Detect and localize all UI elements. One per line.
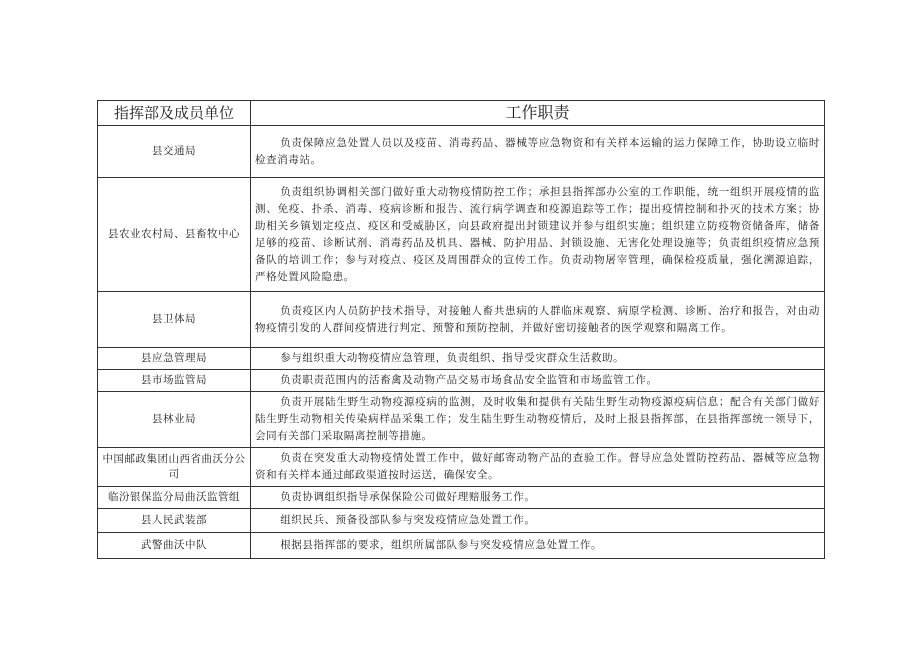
unit-cell: 县市场监管局 xyxy=(98,370,251,392)
table-row xyxy=(98,292,825,348)
unit-cell: 中国邮政集团山西省曲沃分公司 xyxy=(98,448,251,487)
duty-cell: 负责在突发重大动物疫情处置工作中，做好邮寄动物产品的查验工作。督导应急处置防控药品、器械等应急物资和有关样本通过邮政渠道按时运送，确保安全。 xyxy=(251,448,825,487)
duty-cell: 负责组织协调相关部门做好重大动物疫情防控工作；承担县指挥部办公室的工作职能，统一组织开展疫情的监测、免疫、扑杀、消毒、疫病诊断和报告、流行病学调查和疫源追踪等工作；提出疫情控制和扑灭的技术方案；协助相关乡镇划定疫点、疫区和受威胁区，向县政府提出封锁建议并参与组织实施；组织建立防疫物资储备库，储备足够的疫苗、诊断试剂、消毒药品及机具、器械、防护用品、封锁设施、无害化处理设施等；负责组织疫情应急预备队的培训工作；参与对疫点、疫区及周围群众的宣传工作。负责动物屠宰管理，确保检疫质量，强化溯源追踪，严格处置风险隐患。 xyxy=(251,178,825,292)
unit-cell: 临汾银保监分局曲沃监管组 xyxy=(98,487,251,509)
duty-cell: 负责协调组织指导承保保险公司做好理赔服务工作。 xyxy=(251,487,825,509)
duty-cell: 负责疫区内人员防护技术指导，对接触人畜共患病的人群临床观察、病原学检测、诊断、治疗和报告，对由动物疫情引发的人群间疫情进行判定、预警和预防控制，并做好密切接触者的医学观察和隔离工作。 xyxy=(251,292,825,348)
duty-cell: 负责职责范围内的活畜禽及动物产品交易市场食品安全监管和市场监管工作。 xyxy=(251,370,825,392)
table-row xyxy=(98,448,825,487)
duty-cell: 参与组织重大动物疫情应急管理，负责组织、指导受灾群众生活救助。 xyxy=(251,348,825,370)
header-unit: 指挥部及成员单位 xyxy=(98,101,251,126)
table-row xyxy=(98,509,825,533)
duty-cell: 根据县指挥部的要求，组织所属部队参与突发疫情应急处置工作。 xyxy=(251,533,825,559)
responsibility-table xyxy=(97,100,825,559)
duty-cell: 负责开展陆生野生动物疫源疫病的监测，及时收集和提供有关陆生野生动物疫源疫病信息；配合有关部门做好陆生野生动物相关传染病样品采集工作；发生陆生野生动物疫情后，及时上报县指挥部，在县指挥部统一领导下，会同有关部门采取隔离控制等措施。 xyxy=(251,392,825,448)
table-row xyxy=(98,178,825,292)
unit-cell: 县卫体局 xyxy=(98,292,251,348)
table-header-row xyxy=(98,101,825,126)
duty-cell: 组织民兵、预备役部队参与突发疫情应急处置工作。 xyxy=(251,509,825,533)
header-duty: 工作职责 xyxy=(251,101,825,126)
table-row xyxy=(98,533,825,559)
table-row xyxy=(98,370,825,392)
table-row xyxy=(98,487,825,509)
unit-cell: 县农业农村局、县畜牧中心 xyxy=(98,178,251,292)
unit-cell: 县人民武装部 xyxy=(98,509,251,533)
table-row xyxy=(98,392,825,448)
unit-cell: 县交通局 xyxy=(98,126,251,178)
duty-cell: 负责保障应急处置人员以及疫苗、消毒药品、器械等应急物资和有关样本运输的运力保障工作，协助设立临时检查消毒站。 xyxy=(251,126,825,178)
table-row xyxy=(98,126,825,178)
unit-cell: 武警曲沃中队 xyxy=(98,533,251,559)
unit-cell: 县林业局 xyxy=(98,392,251,448)
unit-cell: 县应急管理局 xyxy=(98,348,251,370)
table-row xyxy=(98,348,825,370)
